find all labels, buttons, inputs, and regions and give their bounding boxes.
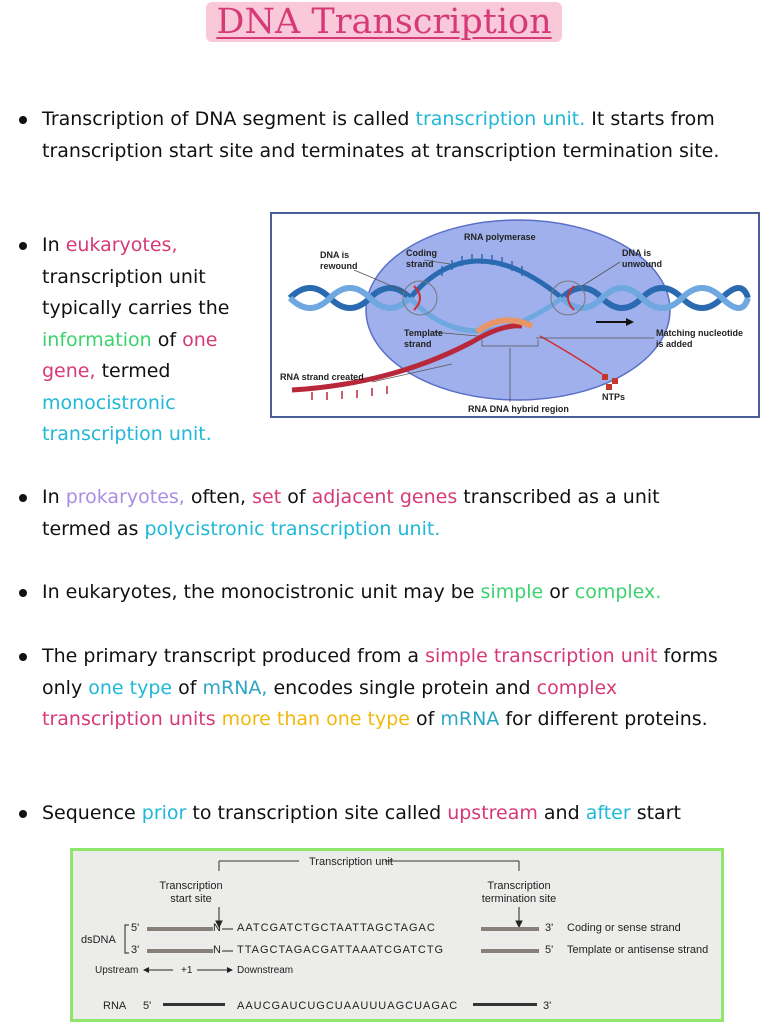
label-plus-one: +1 [181, 965, 193, 976]
text: often, [184, 486, 253, 508]
label-rna-polymerase: RNA polymerase [464, 232, 536, 242]
term-transcription-unit: transcription unit. [415, 108, 586, 130]
transcription-diagram-svg [272, 214, 758, 416]
term-complex-units: complex transcription units [42, 676, 618, 730]
term-monocistronic: monocistronic transcription unit. [42, 391, 212, 445]
term-mrna: mRNA, [202, 676, 268, 699]
text: encodes single protein and [267, 676, 537, 699]
label-template-strand: Template or antisense strand [567, 944, 709, 956]
text: The primary transcript produced from a [42, 645, 426, 667]
text: for different proteins. [499, 708, 708, 730]
label-rna: RNA [103, 1000, 127, 1012]
term-simple: simple [480, 581, 544, 603]
label-downstream: Downstream [237, 965, 294, 976]
text: In [42, 486, 66, 508]
upstream-arrowhead [143, 967, 149, 973]
label-ntps: NTPs [602, 392, 626, 402]
transcription-unit-diagram [70, 848, 724, 1022]
downstream-arrowhead [227, 967, 233, 973]
text: In [42, 234, 66, 256]
label-5-prime-bottom: 5' [545, 944, 554, 956]
label-rna-3-prime: 3' [543, 1000, 552, 1012]
strand-bars [147, 927, 539, 1006]
text: forms only [42, 645, 718, 699]
term-after: after [585, 802, 631, 824]
text: In eukaryotes, the monocistronic unit may be [42, 581, 481, 603]
label-upstream: Upstream [95, 965, 139, 976]
term-one-type: one type [88, 676, 173, 699]
text: and [537, 802, 586, 824]
label-start-site: Transcription start site [159, 880, 223, 905]
text: or [543, 581, 575, 603]
text: start [630, 802, 681, 824]
label-template-strand: Template strand [404, 328, 443, 349]
bullet-eukaryotes [42, 230, 257, 451]
label-coding-strand: Coding strand [406, 248, 437, 269]
page-title [0, 2, 768, 42]
coding-sequence: AATCGATCTGCTAATTAGCTAGAC [237, 922, 436, 934]
term-mrna-2: mRNA [440, 708, 500, 730]
text: to transcription site called [186, 802, 448, 824]
label-dna-rewound: DNA is rewound [320, 250, 358, 271]
label-dna-unwound: DNA is unwound [622, 248, 662, 269]
label-5-prime-top: 5' [131, 922, 140, 934]
label-matching-nucleotide: Matching nucleotide is added [656, 328, 744, 349]
template-sequence: TTAGCTAGACGATTAAATCGATCTG [237, 944, 445, 956]
term-upstream: upstream [447, 802, 538, 824]
term-polycistronic: polycistronic transcription unit. [144, 517, 441, 540]
text: transcription unit typically carries the [42, 265, 230, 319]
text: Transcription of DNA segment is called [42, 108, 416, 130]
text: of [151, 328, 183, 351]
bullet-monocistronic-unit [42, 577, 732, 609]
label-3-prime-bottom: 3' [131, 944, 140, 956]
text: of [409, 708, 441, 730]
label-n-bottom: N [213, 944, 221, 956]
transcription-unit-diagram-svg [73, 851, 721, 1019]
label-n-top: N [213, 922, 221, 934]
label-transcription-unit: Transcription unit [309, 856, 393, 868]
rna-sequence: AAUCGAUCUGCUAAUUUAGCUAGAC [237, 1000, 459, 1012]
term-adjacent-genes: adjacent genes [311, 486, 458, 508]
term-prokaryotes: prokaryotes, [65, 486, 185, 508]
term-eukaryotes: eukaryotes, [65, 234, 178, 256]
label-hybrid-region: RNA DNA hybrid region [468, 404, 569, 414]
bullet-prokaryotes [42, 482, 732, 545]
title-text: DNA Transcription [206, 2, 561, 42]
dsdna-bracket [125, 925, 129, 953]
text: It starts from transcription start site and terminates at transcription termination site. [42, 108, 720, 162]
label-rna-strand-created: RNA strand created [280, 372, 364, 382]
label-dsdna: dsDNA [81, 934, 116, 946]
transcription-diagram [270, 212, 760, 418]
text: of [281, 486, 312, 508]
term-complex: complex. [574, 581, 662, 603]
label-rna-5-prime: 5' [143, 1000, 152, 1012]
term-information: information [42, 328, 152, 351]
term-set: set [252, 486, 282, 508]
text: of [172, 676, 203, 699]
bullet-upstream [42, 798, 742, 830]
label-3-prime-top: 3' [545, 922, 554, 934]
bullet-transcription-unit [42, 104, 732, 167]
term-one-gene: one gene, [42, 328, 218, 382]
text: termed [95, 360, 171, 382]
bullet-primary-transcript [42, 641, 732, 736]
term-simple-unit: simple transcription unit [425, 645, 658, 667]
label-coding-strand: Coding or sense strand [567, 922, 681, 934]
text: Sequence [42, 802, 142, 824]
text: transcribed as a unit termed as [42, 486, 660, 540]
term-more-than-one-type: more than one type [221, 708, 410, 730]
label-termination-site: Transcription termination site [481, 880, 557, 905]
term-prior: prior [141, 802, 187, 824]
